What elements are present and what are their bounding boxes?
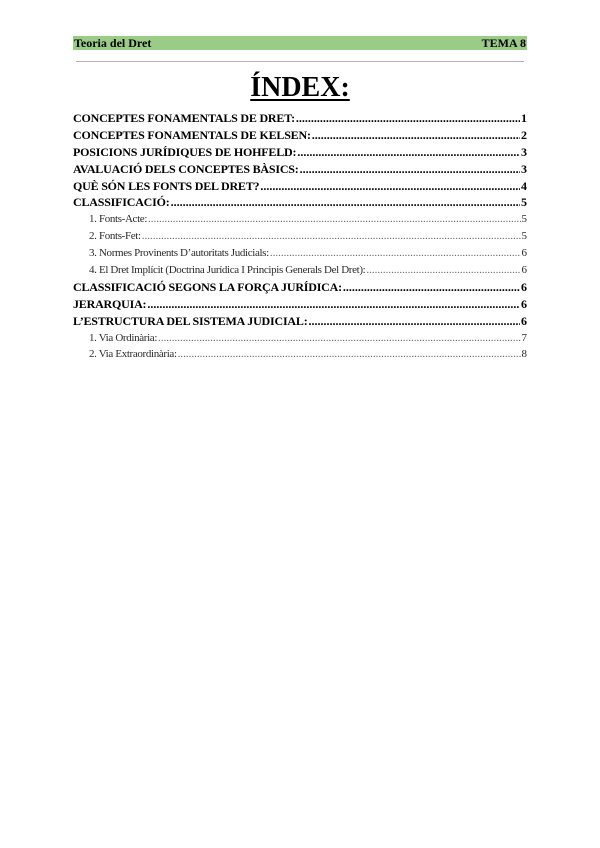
toc-section-link[interactable] xyxy=(73,110,527,127)
toc-section-link[interactable] xyxy=(73,313,527,330)
toc-entry-label: CLASSIFICACIÓ SEGONS LA FORÇA JURÍDICA: xyxy=(73,279,342,294)
toc-dot-leader xyxy=(270,245,521,262)
toc-dot-leader xyxy=(171,194,520,211)
toc-entry-label: 2. Fonts-Fet: xyxy=(89,230,141,243)
toc-section-link[interactable] xyxy=(73,279,527,296)
toc-page-number: 5 xyxy=(521,195,527,210)
toc-page-number: 8 xyxy=(521,348,527,361)
toc-entry-label: 4. El Dret Implícit (Doctrina Jurídica I Principis Generals Del Dret): xyxy=(89,264,366,277)
toc-page-number: 6 xyxy=(521,313,527,328)
header-course-title: Teoria del Dret xyxy=(74,36,152,50)
page-header xyxy=(73,36,527,50)
toc-page-number: 6 xyxy=(521,264,527,277)
toc-dot-leader xyxy=(312,127,520,144)
toc-entry-label: AVALUACIÓ DELS CONCEPTES BÀSICS: xyxy=(73,161,299,176)
toc-page-number: 6 xyxy=(521,247,527,260)
toc-section-link[interactable] xyxy=(73,296,527,313)
toc-page-number: 5 xyxy=(521,230,527,243)
toc-dot-leader xyxy=(147,296,520,313)
header-topic-label: TEMA 8 xyxy=(481,36,526,50)
toc-page-number: 6 xyxy=(521,279,527,294)
toc-dot-leader xyxy=(142,228,521,245)
toc-section-link[interactable] xyxy=(73,144,527,161)
toc-dot-leader xyxy=(297,144,520,161)
toc-entry-label: CONCEPTES FONAMENTALS DE KELSEN: xyxy=(73,127,311,142)
toc-subsection-link[interactable] xyxy=(73,245,527,262)
index-title: ÍNDEX: xyxy=(250,72,350,103)
toc-dot-leader xyxy=(366,262,520,279)
toc-page-number: 7 xyxy=(521,331,527,344)
toc-entry-label: CONCEPTES FONAMENTALS DE DRET: xyxy=(73,111,295,125)
toc-dot-leader xyxy=(148,211,520,228)
toc-dot-leader xyxy=(343,279,520,296)
toc-dot-leader xyxy=(158,330,520,347)
toc-entry-label: 1. Via Ordinària: xyxy=(89,331,158,344)
header-divider xyxy=(76,61,524,62)
toc-entry-label: L’ESTRUCTURA DEL SISTEMA JUDICIAL: xyxy=(73,313,308,328)
toc-section-link[interactable] xyxy=(73,161,527,178)
toc-page-number: 1 xyxy=(521,111,527,125)
toc-entry-label: POSICIONS JURÍDIQUES DE HOHFELD: xyxy=(73,144,297,159)
toc-page-number: 3 xyxy=(521,144,527,159)
toc-entry-label: JERARQUIA: xyxy=(73,296,147,311)
toc-entry-label: 3. Normes Provinents D’autoritats Judicials: xyxy=(89,247,269,260)
toc-page-number: 5 xyxy=(521,213,527,226)
toc-section-link[interactable] xyxy=(73,178,527,195)
toc-entry-label: CLASSIFICACIÓ: xyxy=(73,195,170,210)
toc-entry-label: 1. Fonts-Acte: xyxy=(89,213,148,226)
toc-subsection-link[interactable] xyxy=(73,262,527,279)
toc-subsection-link[interactable] xyxy=(73,228,527,245)
toc-dot-leader xyxy=(296,110,520,127)
toc-dot-leader xyxy=(178,346,521,363)
toc-page-number: 4 xyxy=(521,178,527,193)
toc-page-number: 2 xyxy=(521,127,527,142)
table-of-contents xyxy=(73,110,527,363)
toc-entry-label: QUÈ SÓN LES FONTS DEL DRET? xyxy=(73,178,260,193)
toc-page-number: 6 xyxy=(521,296,527,311)
toc-section-link[interactable] xyxy=(73,194,527,211)
toc-subsection-link[interactable] xyxy=(73,330,527,347)
toc-subsection-link[interactable] xyxy=(73,346,527,363)
toc-subsection-link[interactable] xyxy=(73,211,527,228)
toc-dot-leader xyxy=(309,313,521,330)
toc-section-link[interactable] xyxy=(73,127,527,144)
toc-dot-leader xyxy=(260,178,520,195)
toc-page-number: 3 xyxy=(521,161,527,176)
toc-dot-leader xyxy=(300,161,520,178)
toc-entry-label: 2. Via Extraordinària: xyxy=(89,348,177,361)
